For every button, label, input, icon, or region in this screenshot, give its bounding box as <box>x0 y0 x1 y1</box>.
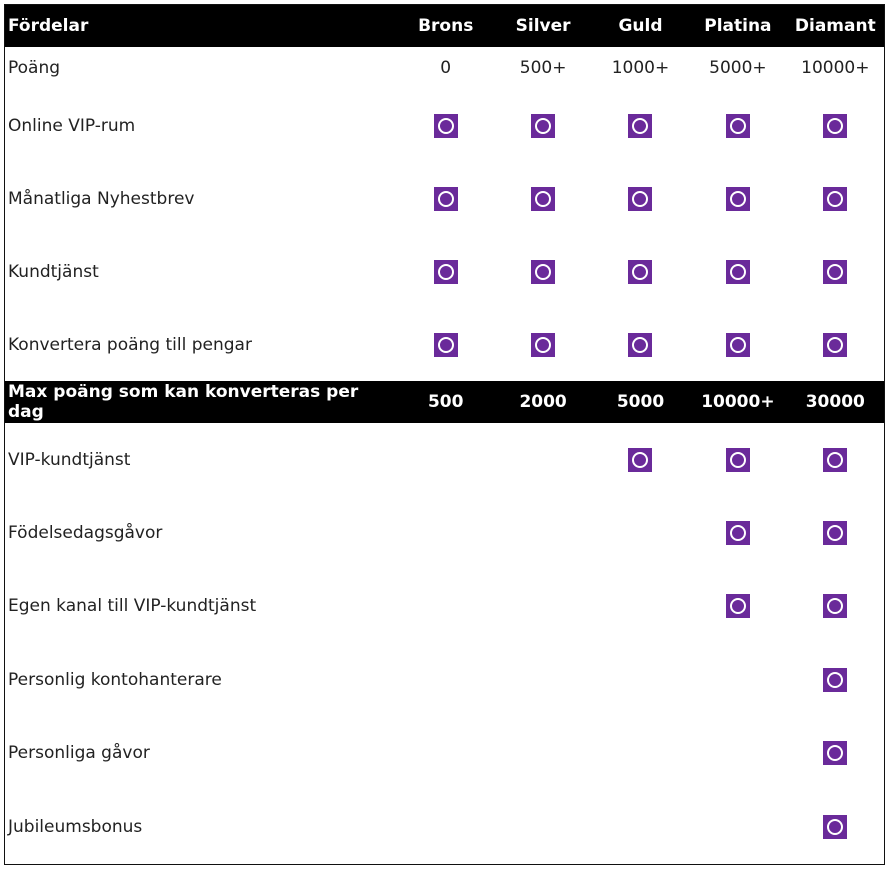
circle-check-icon <box>823 448 847 472</box>
feature-row <box>5 496 884 569</box>
tier-cell <box>787 423 884 496</box>
circle-check-icon <box>434 187 458 211</box>
feature-label: Online VIP-rum <box>8 115 136 136</box>
feature-row <box>5 89 884 162</box>
feature-label: Personliga gåvor <box>8 743 150 764</box>
circle-check-icon <box>726 333 750 357</box>
tier-cell <box>689 643 786 716</box>
feature-row <box>5 235 884 308</box>
circle-check-icon <box>628 448 652 472</box>
tier-cell <box>397 423 494 496</box>
points-value: 10000+ <box>801 58 870 78</box>
tier-cell <box>494 162 591 235</box>
circle-check-icon <box>434 114 458 138</box>
vip-benefits-table-frame <box>4 4 885 865</box>
max-conversion-value: 30000 <box>805 392 865 412</box>
tier-cell <box>494 235 591 308</box>
tier-cell <box>689 423 786 496</box>
header-row <box>5 5 884 47</box>
tier-cell <box>689 308 786 381</box>
points-value: 5000+ <box>709 58 767 78</box>
feature-row <box>5 717 884 790</box>
circle-check-icon <box>726 187 750 211</box>
tier-cell <box>592 643 689 716</box>
tier-cell <box>494 496 591 569</box>
max-conversion-value: 2000 <box>519 392 567 412</box>
feature-label: Födelsedagsgåvor <box>8 523 163 544</box>
tier-cell <box>592 89 689 162</box>
feature-row <box>5 308 884 381</box>
tier-cell <box>397 570 494 643</box>
feature-label: Egen kanal till VIP-kundtjänst <box>8 596 257 617</box>
circle-check-icon <box>628 114 652 138</box>
tier-header-diamant: Diamant <box>794 16 876 36</box>
tier-header-platina: Platina <box>704 16 772 36</box>
circle-check-icon <box>531 114 555 138</box>
circle-check-icon <box>726 448 750 472</box>
circle-check-icon <box>823 187 847 211</box>
circle-check-icon <box>726 114 750 138</box>
tier-cell <box>494 89 591 162</box>
circle-check-icon <box>628 333 652 357</box>
feature-row <box>5 643 884 716</box>
circle-check-icon <box>628 260 652 284</box>
tier-cell <box>787 308 884 381</box>
tier-cell <box>592 496 689 569</box>
max-conversion-value: 500 <box>427 392 464 412</box>
tier-cell <box>787 570 884 643</box>
circle-check-icon <box>726 521 750 545</box>
feature-label: Kundtjänst <box>8 261 99 282</box>
tier-cell <box>787 162 884 235</box>
vip-benefits-table <box>5 5 884 863</box>
circle-check-icon <box>434 333 458 357</box>
feature-row <box>5 423 884 496</box>
max-conversion-row <box>5 381 884 423</box>
tier-cell <box>787 643 884 716</box>
tier-cell <box>592 423 689 496</box>
feature-row <box>5 162 884 235</box>
max-conversion-label: Max poäng som kan konverteras per dag <box>8 382 359 422</box>
tier-header-guld: Guld <box>618 16 663 36</box>
tier-cell <box>689 496 786 569</box>
tier-cell <box>494 790 591 863</box>
tier-cell <box>397 308 494 381</box>
feature-row <box>5 790 884 863</box>
tier-cell <box>592 717 689 790</box>
circle-check-icon <box>531 187 555 211</box>
header-label: Fördelar <box>8 16 89 36</box>
tier-cell <box>397 162 494 235</box>
circle-check-icon <box>823 333 847 357</box>
tier-cell <box>397 496 494 569</box>
feature-label: Jubileumsbonus <box>8 816 143 837</box>
points-value: 500+ <box>519 58 567 78</box>
tier-cell <box>494 423 591 496</box>
tier-cell <box>787 235 884 308</box>
max-conversion-value: 5000 <box>616 392 665 412</box>
circle-check-icon <box>823 594 847 618</box>
tier-header-silver: Silver <box>515 16 571 36</box>
tier-cell <box>689 162 786 235</box>
tier-cell <box>494 643 591 716</box>
circle-check-icon <box>823 815 847 839</box>
tier-cell <box>397 717 494 790</box>
tier-cell <box>689 235 786 308</box>
feature-label: VIP-kundtjänst <box>8 449 131 470</box>
tier-cell <box>397 643 494 716</box>
points-value: 1000+ <box>611 58 670 78</box>
tier-cell <box>397 89 494 162</box>
tier-cell <box>592 162 689 235</box>
circle-check-icon <box>628 187 652 211</box>
max-conversion-value: 10000+ <box>701 392 775 412</box>
tier-cell <box>592 308 689 381</box>
tier-cell <box>689 717 786 790</box>
tier-cell <box>787 790 884 863</box>
tier-cell <box>494 570 591 643</box>
feature-row <box>5 570 884 643</box>
circle-check-icon <box>531 333 555 357</box>
circle-check-icon <box>726 594 750 618</box>
tier-cell <box>787 717 884 790</box>
tier-cell <box>494 308 591 381</box>
tier-cell <box>592 570 689 643</box>
tier-header-brons: Brons <box>418 16 474 36</box>
feature-label: Konvertera poäng till pengar <box>8 334 252 355</box>
feature-label: Månatliga Nyhestbrev <box>8 188 195 209</box>
tier-cell <box>787 89 884 162</box>
feature-label: Personlig kontohanterare <box>8 669 222 690</box>
tier-cell <box>787 496 884 569</box>
tier-cell <box>592 235 689 308</box>
tier-cell <box>397 790 494 863</box>
points-label: Poäng <box>8 58 61 78</box>
circle-check-icon <box>823 741 847 765</box>
circle-check-icon <box>531 260 555 284</box>
tier-cell <box>592 790 689 863</box>
tier-cell <box>689 89 786 162</box>
tier-cell <box>689 790 786 863</box>
points-value: 0 <box>440 58 452 78</box>
circle-check-icon <box>434 260 458 284</box>
circle-check-icon <box>823 114 847 138</box>
tier-cell <box>397 235 494 308</box>
circle-check-icon <box>823 521 847 545</box>
circle-check-icon <box>823 668 847 692</box>
tier-cell <box>689 570 786 643</box>
points-row <box>5 47 884 89</box>
circle-check-icon <box>726 260 750 284</box>
tier-cell <box>494 717 591 790</box>
circle-check-icon <box>823 260 847 284</box>
